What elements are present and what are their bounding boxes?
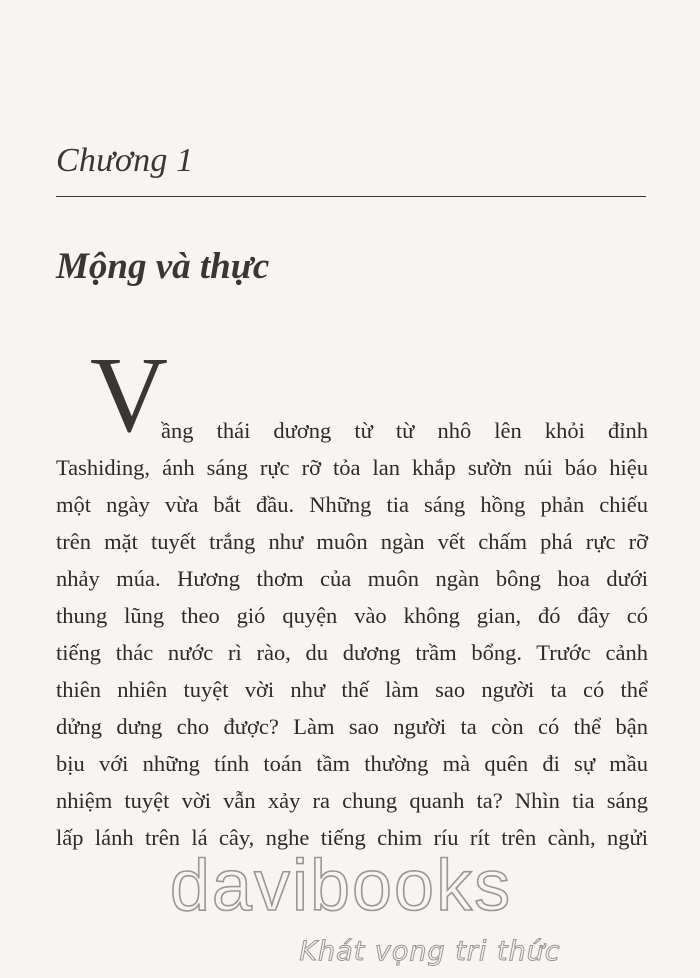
text-line: thung lũng theo gió quyện vào không gian, đó đây có — [56, 603, 648, 628]
text-line: tiếng thác nước rì rào, du dương trầm bổng. Trước cảnh — [56, 640, 648, 665]
text-line: Tashiding, ánh sáng rực rỡ tỏa lan khắp sườn núi báo hiệu — [56, 455, 648, 480]
chapter-title: Mộng và thực — [56, 246, 270, 287]
watermark — [0, 846, 700, 967]
text-line: dửng dưng cho được? Làm sao người ta còn có thể bận — [56, 714, 648, 739]
chapter-divider — [56, 196, 646, 197]
text-line: lấp lánh trên lá cây, nghe tiếng chim ríu rít trên cành, ngửi — [56, 825, 648, 850]
text-line: bịu với những tính toán tầm thường mà quên đi sự mầu — [56, 751, 648, 776]
chapter-label: Chương 1 — [56, 142, 194, 179]
text-line: thiên nhiên tuyệt vời như thế làm sao người ta có thể — [56, 677, 648, 702]
text-line: nhiệm tuyệt vời vẫn xảy ra chung quanh ta? Nhìn tia sáng — [56, 788, 648, 813]
watermark-logo: davibooks — [169, 846, 513, 926]
text-line: trên mặt tuyết trắng như muôn ngàn vết chấm phá rực rỡ — [56, 529, 648, 554]
drop-cap: V — [90, 336, 168, 455]
watermark-tagline: Khát vọng tri thức — [299, 936, 561, 967]
body-paragraph — [56, 412, 648, 856]
text-line: một ngày vừa bắt đầu. Những tia sáng hồng phản chiếu — [56, 492, 648, 517]
text-line: ầng thái dương từ từ nhô lên khỏi đỉnh — [161, 418, 648, 443]
text-line: nhảy múa. Hương thơm của muôn ngàn bông hoa dưới — [56, 566, 648, 591]
